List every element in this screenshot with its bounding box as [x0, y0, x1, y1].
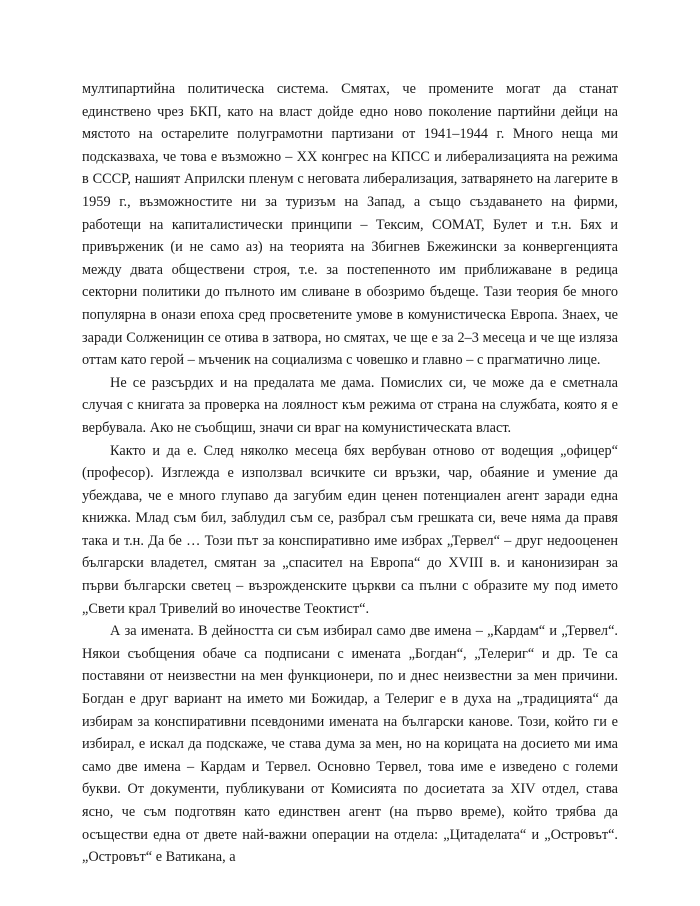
paragraph-continued: мултипартийна политическа система. Смятах, че промените могат да станат единствено чрез БКП, като на власт дойде едно ново поколение партийни дейци на мястото на остарелите полуграмотни партизани от 1941–1944 г. Много неща ми подсказваха, че това е възможно – XX конгрес на КПСС и либерализацията на режима в СССР, нашият Априлски пленум с неговата либерализация, затварянето на лагерите в 1959 г., възможностите ни за туризъм на Запад, а също създаването на фирми, работещи на капиталистически принципи – Тексим, СОМАТ, Булет и т.н. Бях и привърженик (и не само аз) на теорията на Збигнев Бжежински за конвергенцията между двата обществени строя, т.е. за постепенното им приближаване в редица секторни политики до пълното им сливане в обозримо бъдеще. Тази теория бе много популярна в онази епоха сред просветените умове в комунистическа Европа. Знаех, че заради Солженицин се отива в затвора, но смятах, че ще е за 2–3 месеца и че ще изляза оттам като герой – мъченик на социализма с човешко и главно – с прагматично лице. — [82, 81, 618, 369]
document-body — [82, 78, 618, 869]
paragraph: А за имената. В дейността си съм избирал само две имена – „Кардам“ и „Тервел“. Някои съобщения обаче са подписани с имената „Богдан“, „Телериг“ и др. Те са поставяни от неизвестни на мен функционери, по и днес неизвестни за мен причини. Богдан е друг вариант на името ми Божидар, а Телериг е в духа на „традицията“ да избирам за конспиративни псевдоними имената на български канове. Този, който ги е избирал, е искал да подскаже, че става дума за мен, но на корицата на досието ми има само две имена – Кардам и Тервел. Основно Тервел, това име е изведено с големи букви. От документи, публикувани от Комисията по досиетата за XIV отдел, става ясно, че съм подготвян като единствен агент (на първо време), който трябва да осъществи една от двете най-важни операции на отдела: „Цитаделата“ и „Островът“. „Островът“ е Ватикана, а — [82, 623, 618, 866]
paragraph: Не се разсърдих и на предалата ме дама. Помислих си, че може да е сметнала случая с книгата за проверка на лоялност към режима от страна на службата, която я е вербувала. Ако не съобщиш, значи си враг на комунистическата власт. — [82, 374, 618, 436]
paragraph: Както и да е. След няколко месеца бях вербуван отново от водещия „офицер“ (професор). Изглежда е използвал всичките си връзки, чар, обаяние и умение да убеждава, че е много глупаво да загубим един ценен потенциален агент заради една книжка. Млад съм бил, заблудил съм се, разбрал съм грешката си, вече няма да правя така и т.н. Да бе … Този път за конспиративно име избрах „Тервел“ – друг недооценен български владетел, смятан за „спасител на Европа“ до XVIII в. и канонизиран за първи български светец – възрожденските църкви са пълни с образите му под името „Свети крал Тривелий во иночестве Теоктист“. — [82, 442, 618, 617]
